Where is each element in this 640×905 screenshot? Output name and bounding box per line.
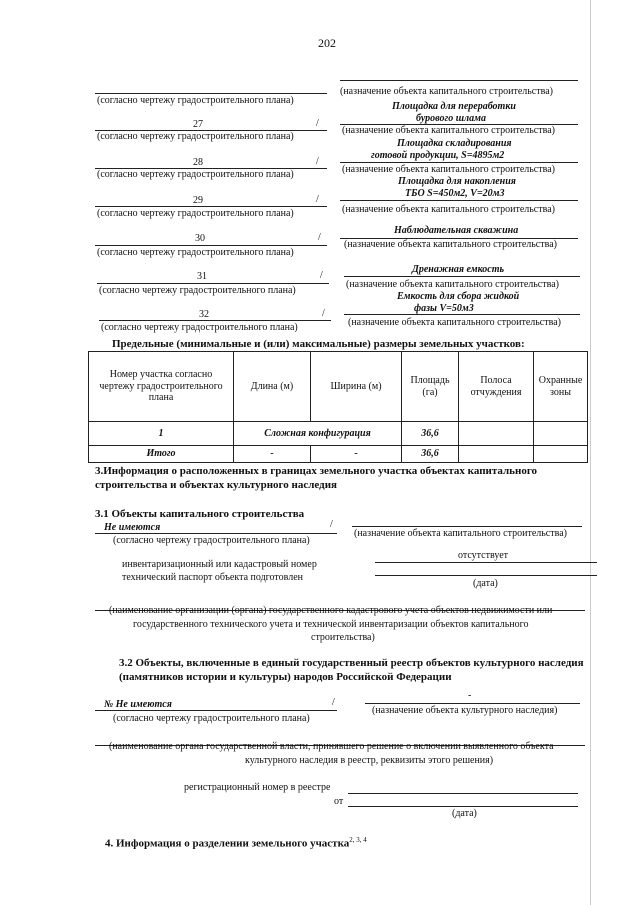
total-exclusion-strip <box>459 446 534 463</box>
plot-area: 36,6 <box>402 422 459 446</box>
registry-date-field <box>348 806 578 807</box>
field-line <box>375 575 597 576</box>
field-line <box>344 314 580 315</box>
object-name: готовой продукции, S=4895м2 <box>371 150 505 161</box>
date-label: (дата) <box>452 808 477 819</box>
section3-title-line2: строительства и объектах культурного наследия <box>95 479 338 491</box>
field-line <box>99 320 331 321</box>
authority-label-line1: (наименование органа государственной власти, принявшего решение о включении выявленного объекта <box>109 741 554 752</box>
registrar-label-line3: строительства) <box>311 632 375 643</box>
field-line <box>95 533 337 534</box>
cultural-purpose-label: (назначение объекта культурного наследия) <box>372 705 558 716</box>
registry-number-label: регистрационный номер в реестре <box>184 782 331 793</box>
purpose-label: (назначение объекта капитального строительства) <box>344 239 557 250</box>
object-number: 30 <box>195 233 205 244</box>
section32-title-line2: (памятников истории и культуры) народов Российской Федерации <box>119 671 452 683</box>
slash: / <box>316 118 319 129</box>
per-gpzu-label: (согласно чертежу градостроительного плана) <box>113 713 310 724</box>
object-number: 29 <box>193 195 203 206</box>
slash: / <box>318 232 321 243</box>
object-name: фазы V=50м3 <box>414 303 474 314</box>
per-gpzu-label: (согласно чертежу градостроительного плана) <box>101 322 298 333</box>
capital-objects-value: Не имеются <box>104 522 161 533</box>
object-name: Емкость для сбора жидкой <box>397 291 520 302</box>
field-line <box>340 200 578 201</box>
slash: / <box>316 156 319 167</box>
slash: / <box>322 308 325 319</box>
purpose-label: (назначение объекта капитального строительства) <box>342 125 555 136</box>
field-line <box>344 276 580 277</box>
total-length: - <box>234 446 311 463</box>
footnote-refs: 2, 3, 4 <box>349 836 367 844</box>
per-gpzu-label: (согласно чертежу градостроительного плана) <box>113 535 310 546</box>
per-gpzu-label: (согласно чертежу градостроительного плана) <box>97 208 294 219</box>
plot-number: 1 <box>89 422 234 446</box>
slash: / <box>330 519 333 530</box>
object-number: 27 <box>193 119 203 130</box>
header-plot-number: Номер участка согласно чертежу градостроительного плана <box>89 352 234 422</box>
per-gpzu-label: (согласно чертежу градостроительного плана) <box>97 131 294 142</box>
plot-protection-zones <box>534 422 588 446</box>
section4-title-text: 4. Информация о разделении земельного участка <box>105 837 350 850</box>
field-line <box>95 710 337 711</box>
inventory-number-value: отсутствует <box>458 550 509 561</box>
field-line <box>95 93 327 94</box>
table-header-row <box>89 352 588 422</box>
authority-label-line2: культурного наследия в реестр, реквизиты этого решения) <box>245 755 494 766</box>
object-number: 32 <box>199 309 209 320</box>
per-gpzu-label: (согласно чертежу градостроительного плана) <box>97 169 294 180</box>
slash: / <box>332 697 335 708</box>
section31-title: 3.1 Объекты капитального строительства <box>95 508 305 520</box>
object-name: Площадка для переработки <box>392 101 516 112</box>
section32-title-line1: 3.2 Объекты, включенные в единый государственный реестр объектов культурного наследия <box>119 657 584 669</box>
purpose-label: (назначение объекта капитального строительства) <box>340 86 553 97</box>
field-line <box>365 703 580 704</box>
purpose-label: (назначение объекта капитального строительства) <box>354 528 567 539</box>
plot-size-table <box>88 351 588 463</box>
field-line <box>97 283 329 284</box>
tech-passport-label: технический паспорт объекта подготовлен <box>122 572 304 583</box>
table-title: Предельные (минимальные и (или) максимальные) размеры земельных участков: <box>112 338 525 350</box>
cultural-objects-value: № Не имеются <box>104 699 172 710</box>
per-gpzu-label: (согласно чертежу градостроительного плана) <box>97 247 294 258</box>
object-name: Дренажная емкость <box>412 264 505 275</box>
header-area: Площадь (га) <box>402 352 459 422</box>
object-name: Площадка для накопления <box>398 176 516 187</box>
total-area: 36,6 <box>402 446 459 463</box>
header-exclusion-strip: Полоса отчуждения <box>459 352 534 422</box>
total-protection-zones <box>534 446 588 463</box>
field-line <box>340 80 578 81</box>
header-length: Длина (м) <box>234 352 311 422</box>
table-total-row <box>89 446 588 463</box>
purpose-label: (назначение объекта капитального строительства) <box>348 317 561 328</box>
purpose-label: (назначение объекта капитального строительства) <box>342 164 555 175</box>
page-number: 202 <box>318 36 336 50</box>
field-line <box>352 526 582 527</box>
field-line <box>375 562 597 563</box>
dash: - <box>468 690 472 701</box>
object-name: бурового шлама <box>416 113 487 124</box>
field-line <box>95 245 327 246</box>
header-width: Ширина (м) <box>311 352 402 422</box>
registry-date-prefix: от <box>334 796 344 807</box>
per-gpzu-label: (согласно чертежу градостроительного плана) <box>99 285 296 296</box>
section4-title <box>105 836 367 850</box>
date-label: (дата) <box>473 578 498 589</box>
field-line <box>340 162 578 163</box>
slash: / <box>320 270 323 281</box>
registrar-label-line2: государственного технического учета и технической инвентаризации объектов капитального <box>133 619 529 630</box>
total-width: - <box>311 446 402 463</box>
object-number: 28 <box>193 157 203 168</box>
registrar-label-line1: (наименование организации (органа) государственного кадастрового учета объектов недвижимости или <box>109 605 553 616</box>
slash: / <box>316 194 319 205</box>
plot-exclusion-strip <box>459 422 534 446</box>
plot-configuration: Сложная конфигурация <box>234 422 402 446</box>
registry-number-field <box>348 793 578 794</box>
object-name: ТБО S=450м2, V=20м3 <box>405 188 505 199</box>
object-name: Площадка складирования <box>397 138 512 149</box>
inventory-number-label: инвентаризационный или кадастровый номер <box>122 559 317 570</box>
section3-title-line1: 3.Информация о расположенных в границах земельного участка объектах капитального <box>95 465 538 477</box>
field-line <box>95 206 327 207</box>
per-gpzu-label: (согласно чертежу градостроительного плана) <box>97 95 294 106</box>
object-number: 31 <box>197 271 207 282</box>
total-label: Итого <box>89 446 234 463</box>
margin-line <box>590 0 591 905</box>
table-row <box>89 422 588 446</box>
purpose-label: (назначение объекта капитального строительства) <box>346 279 559 290</box>
purpose-label: (назначение объекта капитального строительства) <box>342 204 555 215</box>
object-name: Наблюдательная скважина <box>394 225 519 236</box>
header-protection-zones: Охранные зоны <box>534 352 588 422</box>
